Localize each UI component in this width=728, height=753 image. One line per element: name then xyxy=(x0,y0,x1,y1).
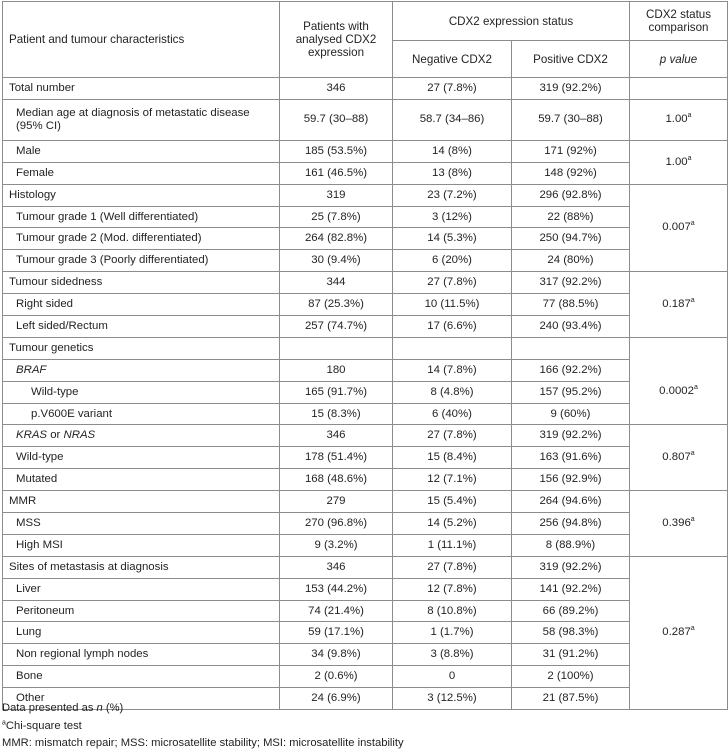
row-label: Tumour grade 2 (Mod. differentiated) xyxy=(3,228,280,250)
p-value: 0.007 xyxy=(662,221,691,234)
header-characteristics: Patient and tumour characteristics xyxy=(3,2,280,78)
table-row xyxy=(3,622,728,644)
p-value: 0.396 xyxy=(662,516,691,529)
cell-analysed: 161 (46.5%) xyxy=(280,162,393,184)
cell-positive: 22 (88%) xyxy=(512,206,630,228)
cell-positive: 163 (91.6%) xyxy=(512,447,630,469)
table-row xyxy=(3,425,728,447)
cell-negative: 13 (8%) xyxy=(393,162,512,184)
table-row xyxy=(3,534,728,556)
cell-p xyxy=(630,140,728,184)
cell-negative: 15 (8.4%) xyxy=(393,447,512,469)
cell-positive: 21 (87.5%) xyxy=(512,688,630,710)
p-value: 0.287 xyxy=(662,626,691,639)
cell-negative: 8 (4.8%) xyxy=(393,381,512,403)
cell-negative: 27 (7.8%) xyxy=(393,272,512,294)
cell-analysed: 59.7 (30–88) xyxy=(280,99,393,140)
table-row xyxy=(3,78,728,100)
cell-negative: 27 (7.8%) xyxy=(393,78,512,100)
cell-p xyxy=(630,184,728,272)
cell-analysed: 34 (9.8%) xyxy=(280,644,393,666)
row-label: Other xyxy=(3,688,280,710)
footnote-text: (%) xyxy=(102,702,124,714)
cell-negative: 3 (12%) xyxy=(393,206,512,228)
cell-negative: 8 (10.8%) xyxy=(393,600,512,622)
cell-analysed: 180 xyxy=(280,359,393,381)
table-row xyxy=(3,491,728,513)
row-label: Male xyxy=(3,140,280,162)
row-label: BRAF xyxy=(3,359,280,381)
cell-positive: 264 (94.6%) xyxy=(512,491,630,513)
cell-negative: 10 (11.5%) xyxy=(393,294,512,316)
row-label: Right sided xyxy=(3,294,280,316)
cell-p xyxy=(630,272,728,338)
cell-negative: 0 xyxy=(393,666,512,688)
row-label: MMR xyxy=(3,491,280,513)
cell-negative: 27 (7.8%) xyxy=(393,556,512,578)
cell-negative: 6 (20%) xyxy=(393,250,512,272)
cell-negative: 1 (1.7%) xyxy=(393,622,512,644)
header-positive: Positive CDX2 xyxy=(512,41,630,78)
cell-negative: 6 (40%) xyxy=(393,403,512,425)
table-row xyxy=(3,403,728,425)
cell-positive: 8 (88.9%) xyxy=(512,534,630,556)
row-label: Mutated xyxy=(3,469,280,491)
cell-p xyxy=(630,99,728,140)
table-row xyxy=(3,600,728,622)
cell-positive: 156 (92.9%) xyxy=(512,469,630,491)
table-footnotes xyxy=(2,700,404,753)
table-row xyxy=(3,556,728,578)
table-row xyxy=(3,316,728,338)
superscript: a xyxy=(690,450,695,458)
cell-analysed: 25 (7.8%) xyxy=(280,206,393,228)
row-label: Tumour genetics xyxy=(3,337,280,359)
table-row xyxy=(3,447,728,469)
table-row xyxy=(3,228,728,250)
cell-positive: 319 (92.2%) xyxy=(512,78,630,100)
cell-positive: 141 (92.2%) xyxy=(512,578,630,600)
cell-negative xyxy=(393,337,512,359)
superscript: a xyxy=(693,383,698,391)
row-label: Tumour grade 3 (Poorly differentiated) xyxy=(3,250,280,272)
superscript: a xyxy=(690,516,695,524)
row-label: Liver xyxy=(3,578,280,600)
cell-analysed: 257 (74.7%) xyxy=(280,316,393,338)
table-row xyxy=(3,644,728,666)
cell-p xyxy=(630,556,728,709)
cell-positive: 66 (89.2%) xyxy=(512,600,630,622)
gene-conjunction: or xyxy=(47,429,64,442)
header-analysed: Patients with analysed CDX2 expression xyxy=(280,2,393,78)
row-label: Left sided/Rectum xyxy=(3,316,280,338)
cell-negative: 58.7 (34–86) xyxy=(393,99,512,140)
cell-analysed: 59 (17.1%) xyxy=(280,622,393,644)
cell-negative: 14 (8%) xyxy=(393,140,512,162)
cell-negative: 23 (7.2%) xyxy=(393,184,512,206)
cell-negative: 14 (5.2%) xyxy=(393,513,512,535)
cell-analysed: 264 (82.8%) xyxy=(280,228,393,250)
cell-negative: 14 (5.3%) xyxy=(393,228,512,250)
cell-positive: 317 (92.2%) xyxy=(512,272,630,294)
cell-p xyxy=(630,78,728,100)
header-comparison: CDX2 status comparison xyxy=(630,2,728,41)
cell-analysed: 270 (96.8%) xyxy=(280,513,393,535)
cell-positive: 250 (94.7%) xyxy=(512,228,630,250)
cell-positive: 319 (92.2%) xyxy=(512,556,630,578)
table-row xyxy=(3,184,728,206)
cell-negative: 15 (5.4%) xyxy=(393,491,512,513)
row-label: Histology xyxy=(3,184,280,206)
row-label: Non regional lymph nodes xyxy=(3,644,280,666)
cell-analysed: 2 (0.6%) xyxy=(280,666,393,688)
table-row xyxy=(3,666,728,688)
footnote-data-presented xyxy=(2,700,404,718)
p-value: 1.00 xyxy=(665,113,688,126)
row-label: Wild-type xyxy=(3,447,280,469)
cell-analysed: 185 (53.5%) xyxy=(280,140,393,162)
cell-positive: 9 (60%) xyxy=(512,403,630,425)
header-p-value: p value xyxy=(630,41,728,78)
row-label: Bone xyxy=(3,666,280,688)
cell-analysed: 30 (9.4%) xyxy=(280,250,393,272)
cell-negative: 12 (7.8%) xyxy=(393,578,512,600)
superscript: a xyxy=(687,154,692,162)
cell-analysed: 346 xyxy=(280,78,393,100)
cell-p xyxy=(630,337,728,425)
cell-analysed: 168 (48.6%) xyxy=(280,469,393,491)
cell-positive: 256 (94.8%) xyxy=(512,513,630,535)
table-row xyxy=(3,294,728,316)
table-row xyxy=(3,469,728,491)
superscript: a xyxy=(2,718,6,726)
cell-analysed: 24 (6.9%) xyxy=(280,688,393,710)
cell-positive: 157 (95.2%) xyxy=(512,381,630,403)
cell-analysed: 15 (8.3%) xyxy=(280,403,393,425)
row-label: p.V600E variant xyxy=(3,403,280,425)
cell-negative: 17 (6.6%) xyxy=(393,316,512,338)
row-label: Total number xyxy=(3,78,280,100)
cell-analysed: 74 (21.4%) xyxy=(280,600,393,622)
cell-analysed: 344 xyxy=(280,272,393,294)
header-negative: Negative CDX2 xyxy=(393,41,512,78)
cell-positive: 58 (98.3%) xyxy=(512,622,630,644)
footnote-chi-square xyxy=(2,718,404,736)
cell-negative: 27 (7.8%) xyxy=(393,425,512,447)
cell-p xyxy=(630,425,728,491)
cell-analysed: 87 (25.3%) xyxy=(280,294,393,316)
row-label xyxy=(3,425,280,447)
row-label: Sites of metastasis at diagnosis xyxy=(3,556,280,578)
footnote-abbreviations: MMR: mismatch repair; MSS: microsatellite stability; MSI: microsatellite instability xyxy=(2,737,404,749)
table-row xyxy=(3,337,728,359)
table-row xyxy=(3,140,728,162)
cell-positive: 24 (80%) xyxy=(512,250,630,272)
p-value: 1.00 xyxy=(665,155,688,168)
cell-analysed: 178 (51.4%) xyxy=(280,447,393,469)
row-label: Female xyxy=(3,162,280,184)
cell-negative: 3 (8.8%) xyxy=(393,644,512,666)
p-value: 0.0002 xyxy=(659,384,694,397)
table-row xyxy=(3,513,728,535)
row-label: MSS xyxy=(3,513,280,535)
table-row xyxy=(3,206,728,228)
table-row xyxy=(3,272,728,294)
table-row xyxy=(3,250,728,272)
cell-positive xyxy=(512,337,630,359)
cell-negative: 14 (7.8%) xyxy=(393,359,512,381)
superscript: a xyxy=(690,297,695,305)
cell-positive: 31 (91.2%) xyxy=(512,644,630,666)
superscript: a xyxy=(690,625,695,633)
row-label: Tumour grade 1 (Well differentiated) xyxy=(3,206,280,228)
p-value: 0.807 xyxy=(662,451,691,464)
cell-positive: 166 (92.2%) xyxy=(512,359,630,381)
cell-p xyxy=(630,491,728,557)
cell-analysed: 346 xyxy=(280,425,393,447)
superscript: a xyxy=(690,220,695,228)
table-row xyxy=(3,359,728,381)
row-label: Lung xyxy=(3,622,280,644)
cell-analysed: 279 xyxy=(280,491,393,513)
cell-analysed: 165 (91.7%) xyxy=(280,381,393,403)
header-expression-status: CDX2 expression status xyxy=(393,2,630,41)
row-label: Wild-type xyxy=(3,381,280,403)
cell-negative: 1 (11.1%) xyxy=(393,534,512,556)
cell-negative: 3 (12.5%) xyxy=(393,688,512,710)
cell-positive: 171 (92%) xyxy=(512,140,630,162)
footnote-n: n xyxy=(96,702,103,714)
cell-positive: 319 (92.2%) xyxy=(512,425,630,447)
footnote-text: Chi-square test xyxy=(5,719,82,732)
cell-positive: 77 (88.5%) xyxy=(512,294,630,316)
row-label: Peritoneum xyxy=(3,600,280,622)
cdx2-characteristics-table xyxy=(2,1,728,710)
cell-analysed xyxy=(280,337,393,359)
table-row xyxy=(3,99,728,140)
superscript: a xyxy=(687,112,692,120)
cell-analysed: 319 xyxy=(280,184,393,206)
cell-analysed: 153 (44.2%) xyxy=(280,578,393,600)
cell-positive: 2 (100%) xyxy=(512,666,630,688)
cell-positive: 59.7 (30–88) xyxy=(512,99,630,140)
cell-positive: 240 (93.4%) xyxy=(512,316,630,338)
footnote-text: Data presented as xyxy=(2,702,97,714)
row-label: Median age at diagnosis of metastatic disease (95% CI) xyxy=(3,99,280,140)
p-value: 0.187 xyxy=(662,298,691,311)
table-row xyxy=(3,162,728,184)
table-row xyxy=(3,578,728,600)
gene-nras: NRAS xyxy=(63,429,96,442)
row-label: Tumour sidedness xyxy=(3,272,280,294)
cell-analysed: 9 (3.2%) xyxy=(280,534,393,556)
cell-positive: 296 (92.8%) xyxy=(512,184,630,206)
row-label: High MSI xyxy=(3,534,280,556)
cell-analysed: 346 xyxy=(280,556,393,578)
gene-kras: KRAS xyxy=(16,429,48,442)
cell-positive: 148 (92%) xyxy=(512,162,630,184)
cell-negative: 12 (7.1%) xyxy=(393,469,512,491)
table-row xyxy=(3,381,728,403)
